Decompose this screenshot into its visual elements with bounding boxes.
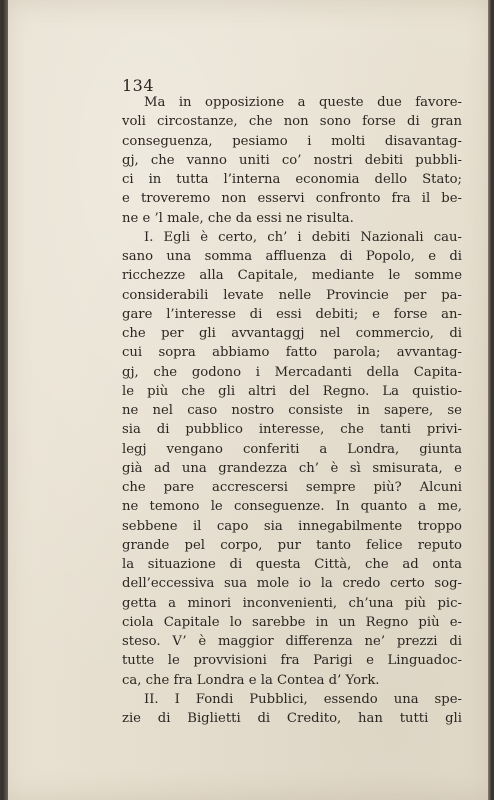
text-line: e troveremo non esservi confronto fra il be- xyxy=(122,191,462,207)
text-line: considerabili levate nelle Provincie per pa- xyxy=(122,287,462,303)
text-line: ne nel caso nostro consiste in sapere, se xyxy=(122,403,462,418)
text-line: sano una somma affluenza di Popolo, e di xyxy=(122,249,462,264)
text-line: la situazione di questa Città, che ad onta xyxy=(122,557,462,572)
text-line: sebbene il capo sia innegabilmente troppo xyxy=(122,518,462,534)
text-line: Ma in opposizione a queste due favore- xyxy=(144,95,462,110)
text-line: ci in tutta l’interna economia dello Stato; xyxy=(122,172,462,187)
text-line: che pare accrescersi sempre più? Alcuni xyxy=(122,480,462,495)
text-line: I. Egli è certo, ch’ i debiti Nazionali cau- xyxy=(144,229,462,245)
text-line: steso. V’ è maggior differenza ne’ prezzi di xyxy=(122,634,462,649)
page-right-edge xyxy=(488,0,492,800)
text-line: ca, che fra Londra e la Contea d’ York. xyxy=(122,672,380,688)
text-line: le più che gli altri del Regno. La quistio- xyxy=(122,383,462,399)
text-line: II. I Fondi Pubblici, essendo una spe- xyxy=(144,691,462,707)
text-line: legj vengano conferiti a Londra, giunta xyxy=(122,441,462,457)
text-line: gj, che vanno uniti co’ nostri debiti pubbli- xyxy=(122,152,462,168)
text-line: gj, che godono i Mercadanti della Capita- xyxy=(122,364,462,380)
text-line: tutte le provvisioni fra Parigi e Linguadoc- xyxy=(122,653,462,669)
text-line: che per gli avvantaggj nel commercio, di xyxy=(122,326,462,341)
text-line: grande pel corpo, pur tanto felice reputo xyxy=(122,537,462,553)
text-line: cui sopra abbiamo fatto parola; avvantag- xyxy=(122,345,462,361)
text-line: già ad una grandezza ch’ è sì smisurata, e xyxy=(122,460,462,476)
text-line: ne e ’l male, che da essi ne risulta. xyxy=(122,210,354,226)
page-left-edge xyxy=(2,0,8,800)
text-line: gare l’interesse di essi debiti; e forse an- xyxy=(122,306,462,322)
text-line: sia di pubblico interesse, che tanti privi- xyxy=(122,422,462,438)
text-line: ricchezze alla Capitale, mediante le somme xyxy=(122,268,462,284)
body-text xyxy=(122,93,462,728)
text-line: zie di Biglietti di Credito, han tutti gli xyxy=(122,711,462,726)
book-page xyxy=(2,0,492,800)
text-line: dell’eccessiva sua mole io la credo certo sog- xyxy=(122,576,462,592)
text-line: conseguenza, pesiamo i molti disavantag- xyxy=(122,133,462,149)
text-line: voli circostanze, che non sono forse di gran xyxy=(122,114,462,130)
page-number: 134 xyxy=(122,76,155,95)
text-line: ciola Capitale lo sarebbe in un Regno più e- xyxy=(122,614,462,630)
text-line: ne temono le conseguenze. In quanto a me, xyxy=(122,499,462,515)
text-line: getta a minori inconvenienti, ch’una più pic- xyxy=(122,595,462,611)
